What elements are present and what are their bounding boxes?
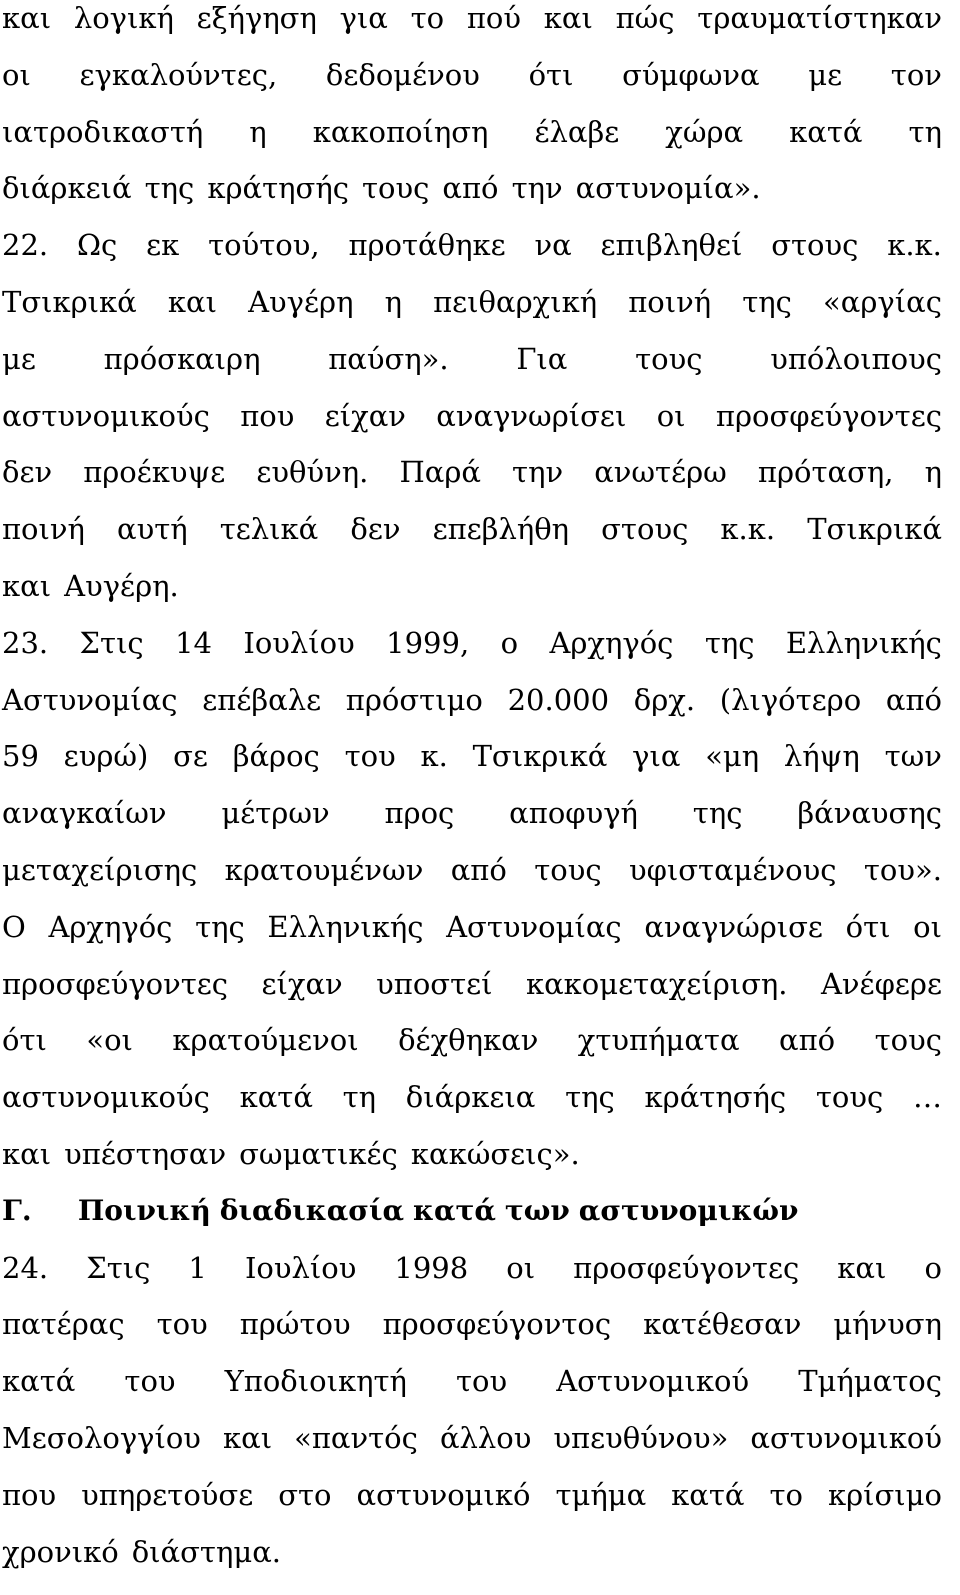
word: ποινή — [628, 285, 712, 319]
word: που — [2, 1477, 57, 1512]
word: ευθύνη. — [256, 455, 369, 490]
word: δεδομένου — [325, 57, 480, 92]
word: και — [2, 569, 52, 603]
word: μεταχείρισης — [2, 853, 198, 887]
word: αστυνομικό — [356, 1477, 531, 1512]
word: λήψη — [783, 739, 860, 774]
word: από — [450, 853, 507, 887]
text-line — [2, 1022, 942, 1078]
word: χώρα — [665, 114, 744, 149]
word: Αστυνομικού — [556, 1364, 750, 1399]
text-line — [2, 170, 942, 226]
word: το — [769, 1477, 803, 1512]
word: εξήγηση — [196, 1, 317, 35]
word: ανωτέρω — [594, 455, 727, 490]
word: μήνυση — [833, 1307, 942, 1342]
word: αστυνομικών — [578, 1193, 799, 1227]
word: κατά — [2, 1364, 76, 1399]
word: σωματικές — [239, 1137, 398, 1171]
word: στους — [771, 228, 859, 263]
text-line — [2, 1534, 942, 1590]
word: η — [249, 114, 267, 149]
word: χρονικό — [2, 1534, 119, 1569]
word: κ.κ. — [720, 512, 776, 547]
word: για — [339, 1, 388, 35]
word: κατά — [239, 1080, 313, 1115]
word: τη — [908, 114, 942, 149]
word: προσφεύγοντος — [382, 1307, 612, 1342]
word: οι — [2, 57, 31, 92]
word: Μεσολογγίου — [2, 1421, 201, 1455]
word: 59 — [2, 739, 39, 774]
word: προέκυψε — [83, 455, 226, 490]
word: Στις — [86, 1250, 151, 1285]
text-line — [2, 454, 942, 510]
word: πρόστιμο — [345, 682, 483, 717]
word: αναγκαίων — [2, 796, 167, 831]
word: κατά — [413, 1193, 496, 1227]
word: 14 — [175, 625, 212, 660]
word: τους — [534, 853, 602, 887]
word: από — [779, 1023, 836, 1058]
word: προτάθηκε — [348, 228, 506, 263]
word: η — [924, 455, 942, 490]
word: της — [195, 909, 245, 944]
word: βάρος — [232, 739, 320, 774]
word: πού — [466, 1, 522, 35]
word: της — [742, 285, 792, 319]
word: Ιουλίου — [243, 625, 355, 660]
word: του — [455, 1364, 508, 1399]
word: οι — [913, 909, 942, 944]
section-heading — [2, 1193, 942, 1249]
word: το — [410, 1, 445, 35]
text-line — [2, 682, 942, 738]
text-line — [2, 398, 942, 454]
word: κράτησής — [644, 1080, 787, 1115]
word: Για — [516, 341, 568, 376]
word: υπόλοιπους — [770, 341, 942, 376]
text-line — [2, 568, 942, 624]
text-line — [2, 227, 942, 283]
word: Παρά — [399, 455, 481, 490]
text-line — [2, 1420, 942, 1476]
text-line — [2, 57, 942, 113]
word: επέβαλε — [202, 682, 322, 717]
word: ότι — [2, 1023, 47, 1058]
word: η — [384, 285, 402, 319]
text-line — [2, 114, 942, 170]
text-line — [2, 909, 942, 965]
word: υπηρετούσε — [81, 1477, 254, 1512]
word: Ελληνικής — [267, 909, 424, 944]
word: κ.κ. — [887, 228, 942, 263]
word: Αυγέρη. — [64, 569, 179, 603]
word: Ως — [76, 228, 118, 263]
text-line — [2, 625, 942, 681]
text-line — [2, 341, 942, 397]
word: πώς — [615, 1, 675, 35]
word: 24. — [2, 1250, 49, 1285]
word: Ποινική — [77, 1193, 211, 1227]
text-line — [2, 852, 942, 908]
word: αυτή — [117, 512, 188, 547]
word: από — [442, 171, 499, 206]
word: και — [2, 1, 52, 35]
word: από — [885, 682, 942, 717]
word: τη — [342, 1080, 377, 1115]
word: χτυπήματα — [577, 1023, 740, 1058]
text-line — [2, 511, 942, 567]
word: Τσικρικά — [2, 285, 137, 319]
word: του — [156, 1307, 208, 1342]
word: λογική — [73, 1, 174, 35]
word: προσφεύγοντες — [715, 398, 942, 433]
word: Αστυνομίας — [446, 909, 622, 944]
word: της — [704, 625, 755, 660]
word: αστυνομία». — [575, 171, 761, 206]
word: πειθαρχική — [433, 285, 598, 319]
word: τραυματίστηκαν — [697, 1, 942, 35]
word: Στις — [79, 625, 144, 660]
word: «παντός — [294, 1421, 418, 1455]
word: 1 — [188, 1250, 207, 1285]
word: με — [2, 341, 36, 376]
word: διάρκειά — [2, 171, 132, 206]
word: αναγνώρισε — [644, 909, 823, 944]
word: που — [240, 398, 295, 433]
word: τους — [874, 1023, 942, 1058]
word: ευρώ) — [63, 739, 149, 774]
word: είχαν — [261, 966, 343, 1001]
word: άλλου — [439, 1421, 532, 1455]
word: «αργίας — [823, 285, 942, 319]
word: αναγνωρίσει — [436, 398, 627, 433]
word: του — [124, 1364, 176, 1399]
word: παύση». — [328, 341, 449, 376]
word: της — [565, 1080, 615, 1115]
word: τους — [635, 341, 703, 376]
word: κρατουμένων — [224, 853, 424, 887]
word: οι — [506, 1250, 536, 1285]
word: Αρχηγός — [549, 625, 674, 660]
word: υφισταμένους — [628, 853, 837, 887]
word: αστυνομικούς — [2, 1080, 210, 1115]
word: για — [632, 739, 681, 774]
word: επιβληθεί — [600, 228, 743, 263]
word: σε — [173, 739, 208, 774]
word: μέτρων — [221, 796, 330, 831]
text-line — [2, 966, 942, 1022]
word: πρόσκαιρη — [103, 341, 261, 376]
word: στο — [278, 1477, 332, 1512]
word: να — [534, 228, 572, 263]
word: σύμφωνα — [622, 57, 760, 92]
word: τμήμα — [555, 1477, 647, 1512]
word: «οι — [86, 1023, 133, 1058]
word: Τσικρικά — [807, 512, 942, 547]
word: ποινή — [2, 512, 85, 547]
word: κατέθεσαν — [643, 1307, 802, 1342]
text-line — [2, 1477, 942, 1533]
word: διάρκεια — [405, 1080, 536, 1115]
word: κρατούμενοι — [172, 1023, 359, 1058]
word: διαδικασία — [219, 1193, 405, 1227]
word: … — [912, 1080, 942, 1115]
word: της — [144, 171, 195, 206]
text-line — [2, 1136, 942, 1192]
word: Υποδιοικητή — [224, 1364, 407, 1399]
word: δεν — [350, 512, 401, 547]
word: ο — [924, 1250, 942, 1285]
word: κατά — [671, 1477, 745, 1512]
word: οι — [656, 398, 686, 433]
word: κράτησής — [207, 171, 349, 206]
word: του — [344, 739, 396, 774]
word: ο — [500, 625, 519, 660]
word: «μη — [705, 739, 760, 774]
word: υποστεί — [376, 966, 493, 1001]
word: τους — [815, 1080, 884, 1115]
text-line — [2, 1363, 942, 1419]
word: Τσικρικά — [472, 739, 608, 774]
word: Ιουλίου — [244, 1250, 357, 1285]
text-line — [2, 738, 942, 794]
word: εκ — [146, 228, 180, 263]
word: 1999, — [386, 625, 470, 660]
word: πρώτου — [239, 1307, 351, 1342]
word: ότι — [845, 909, 891, 944]
word: επεβλήθη — [432, 512, 570, 547]
word: Ελληνικής — [785, 625, 942, 660]
word: τον — [890, 57, 942, 92]
word: τους — [361, 171, 430, 206]
word: 20.000 — [507, 682, 610, 717]
word: προσφεύγοντες — [2, 966, 229, 1001]
word: δεν — [2, 455, 53, 490]
word: 23. — [2, 625, 49, 660]
word: πρόταση, — [757, 455, 894, 490]
word: τελικά — [219, 512, 319, 547]
word: εγκαλούντες, — [79, 57, 278, 92]
word: αστυνομικού — [750, 1421, 942, 1455]
word: Γ. — [2, 1193, 32, 1227]
word: κακοποίηση — [312, 114, 489, 149]
word: υπέστησαν — [64, 1137, 227, 1171]
word: κακώσεις». — [410, 1137, 580, 1171]
text-line — [2, 1306, 942, 1362]
word: Αστυνομίας — [2, 682, 178, 717]
word: του». — [863, 853, 942, 887]
word: κρίσιμο — [827, 1477, 942, 1512]
word: ιατροδικαστή — [2, 114, 204, 149]
word: αστυνομικούς — [2, 398, 210, 433]
word: την — [511, 171, 563, 206]
word: προσφεύγοντες — [573, 1250, 800, 1285]
word: Ανέφερε — [820, 966, 942, 1001]
word: κακομεταχείριση. — [525, 966, 788, 1001]
text-line — [2, 795, 942, 851]
word: και — [222, 1421, 273, 1455]
text-line — [2, 1250, 942, 1306]
word: και — [2, 1137, 52, 1171]
word: (λιγότερο — [719, 682, 862, 717]
word: Αρχηγός — [48, 909, 173, 944]
word: Αυγέρη — [248, 285, 354, 319]
word: αποφυγή — [509, 796, 638, 831]
word: 1998 — [394, 1250, 469, 1285]
word: τούτου, — [208, 228, 320, 263]
word: δέχθηκαν — [398, 1023, 539, 1058]
word: κατά — [789, 114, 863, 149]
word: των — [504, 1193, 570, 1227]
word: βάναυσης — [797, 796, 942, 831]
word: στους — [601, 512, 689, 547]
text-line — [2, 0, 942, 56]
word: Ο — [2, 909, 26, 944]
word: υπευθύνου» — [553, 1421, 729, 1455]
word: είχαν — [324, 398, 406, 433]
word: και — [543, 1, 593, 35]
word: κ. — [420, 739, 448, 774]
word: Τμήματος — [798, 1364, 942, 1399]
word: πατέρας — [2, 1307, 125, 1342]
word: δρχ. — [633, 682, 696, 717]
word: 22. — [2, 228, 49, 263]
word: διάστημα. — [131, 1534, 281, 1569]
word: των — [884, 739, 942, 774]
text-line — [2, 284, 942, 340]
word: έλαβε — [534, 114, 620, 149]
text-line — [2, 1079, 942, 1135]
word: με — [808, 57, 843, 92]
word: της — [692, 796, 743, 831]
word: προς — [384, 796, 455, 831]
word: ότι — [528, 57, 574, 92]
word: και — [837, 1250, 887, 1285]
word: και — [167, 285, 217, 319]
word: την — [512, 455, 564, 490]
